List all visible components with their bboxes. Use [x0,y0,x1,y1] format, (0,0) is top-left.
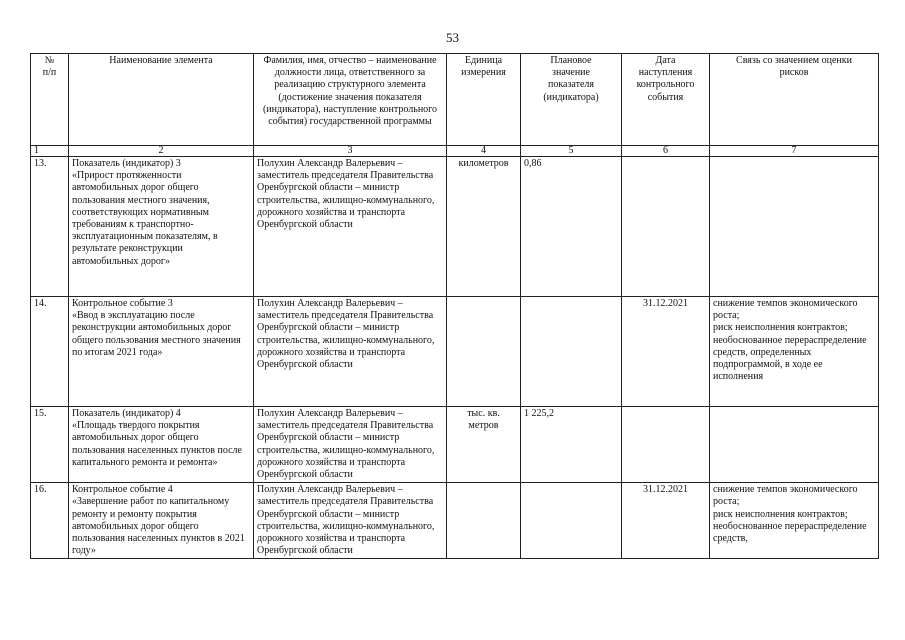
event-date [622,407,710,483]
responsible-person: Полухин Александр Валерьевич – заместитель председателя Правительства Оренбургской области – министр строительства, жилищно-коммунального, дорожного хозяйства и транспорта Оренбургской области [254,297,447,407]
risk-link: снижение темпов экономического роста; риск неисполнения контрактов; необоснованное перераспределение средств, [710,483,879,559]
page-number: 53 [446,30,459,45]
event-date [622,157,710,297]
header-date: Дата наступления контрольного события [622,54,710,146]
column-number: 4 [447,146,521,157]
row-number: 13. [31,157,69,297]
column-number-row [31,146,879,157]
column-number: 7 [710,146,879,157]
planned-value [521,483,622,559]
header-unit: Единица измерения [447,54,521,146]
event-date: 31.12.2021 [622,483,710,559]
risk-link [710,157,879,297]
table-row [31,407,879,483]
column-number: 2 [69,146,254,157]
planned-value: 0,86 [521,157,622,297]
header-risk: Связь со значением оценки рисков [710,54,879,146]
responsible-person: Полухин Александр Валерьевич – заместитель председателя Правительства Оренбургской области – министр строительства, жилищно-коммунального, дорожного хозяйства и транспорта Оренбургской области [254,483,447,559]
column-number: 1 [31,146,69,157]
header-row [31,54,879,146]
element-name: Контрольное событие 3 «Ввод в эксплуатацию после реконструкции автомобильных дорог общего пользования местного значения по итогам 2021 года» [69,297,254,407]
column-number: 3 [254,146,447,157]
column-number: 5 [521,146,622,157]
element-name: Контрольное событие 4 «Завершение работ по капитальному ремонту и ремонту покрытия автомобильных дорог общего пользования населенных пунктов в 2021 году» [69,483,254,559]
element-name: Показатель (индикатор) 3 «Прирост протяженности автомобильных дорог общего пользования местного значения, соответствующих нормативным требованиям к транспортно-эксплуатационным показателям, в результате реконструкции автомобильных дорог» [69,157,254,297]
table-row [31,297,879,407]
row-number: 14. [31,297,69,407]
header-number: № п/п [31,54,69,146]
row-number: 15. [31,407,69,483]
unit: тыс. кв. метров [447,407,521,483]
responsible-person: Полухин Александр Валерьевич – заместитель председателя Правительства Оренбургской области – министр строительства, жилищно-коммунального, дорожного хозяйства и транспорта Оренбургской области [254,157,447,297]
responsible-person: Полухин Александр Валерьевич – заместитель председателя Правительства Оренбургской области – министр строительства, жилищно-коммунального, дорожного хозяйства и транспорта Оренбургской области [254,407,447,483]
header-responsible: Фамилия, имя, отчество – наименование должности лица, ответственного за реализацию структурного элемента (достижение значения показателя (индикатора), наступление контрольного события) государственной программы [254,54,447,146]
table-row [31,157,879,297]
risk-link: снижение темпов экономического роста; риск неисполнения контрактов; необоснованное перераспределение средств, определенных подпрограммой, в ходе ее исполнения [710,297,879,407]
column-number: 6 [622,146,710,157]
row-number: 16. [31,483,69,559]
header-element-name: Наименование элемента [69,54,254,146]
event-date: 31.12.2021 [622,297,710,407]
planned-value [521,297,622,407]
planned-value: 1 225,2 [521,407,622,483]
risk-link [710,407,879,483]
table-row [31,483,879,559]
header-planned-value: Плановое значение показателя (индикатора) [521,54,622,146]
unit [447,483,521,559]
element-name: Показатель (индикатор) 4 «Площадь твердого покрытия автомобильных дорог общего пользования населенных пунктов после капитального ремонта и ремонта» [69,407,254,483]
unit: километров [447,157,521,297]
program-table [30,53,879,559]
unit [447,297,521,407]
